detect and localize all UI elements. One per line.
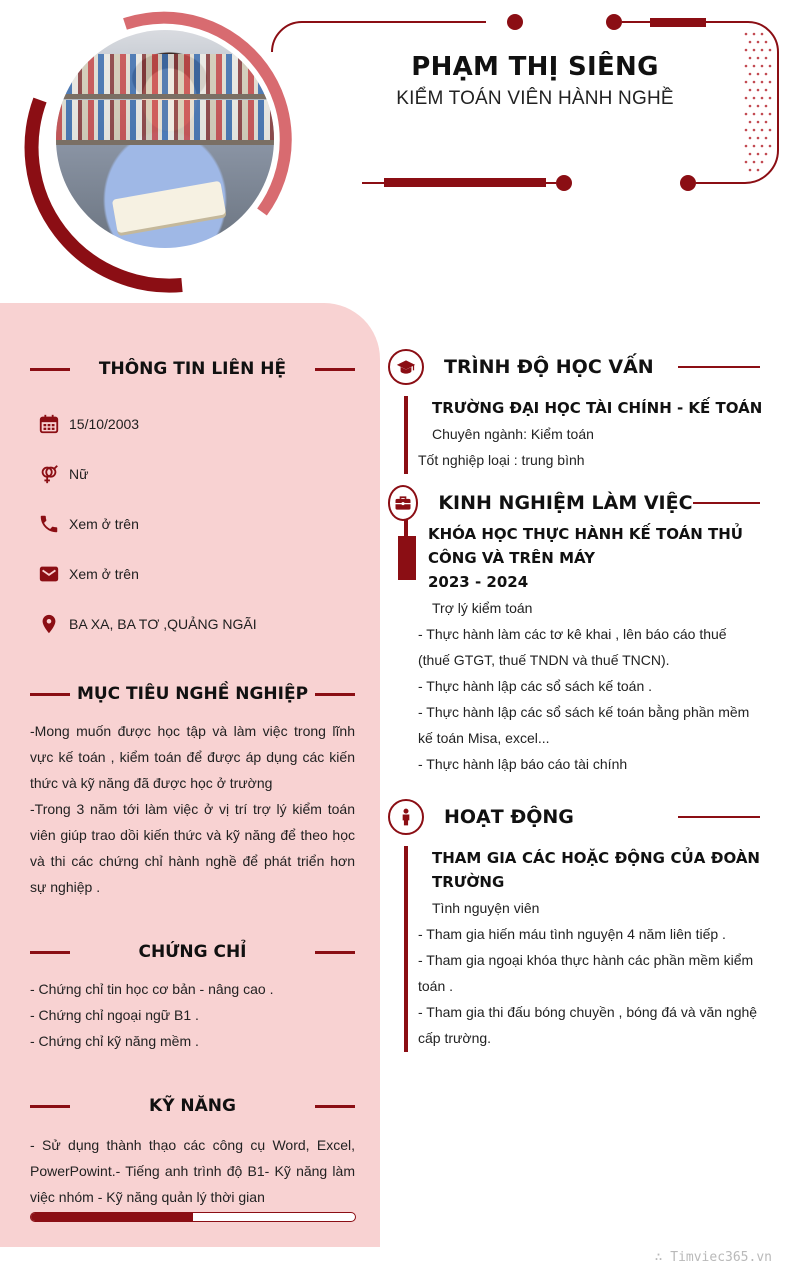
education-major: Chuyên ngành: Kiểm toán [432,426,594,442]
education-grade: Tốt nghiệp loại : trung bình [418,452,585,468]
experience-timeline-marker [398,536,416,580]
certificate-item: - Chứng chỉ tin học cơ bản - nâng cao . [30,981,274,997]
certificate-item: - Chứng chỉ ngoại ngữ B1 . [30,1007,199,1023]
gender-icon [38,463,60,485]
watermark: ∴ Timviec365.vn [654,1250,772,1265]
activities-section-title: HOẠT ĐỘNG [444,806,574,828]
activities-role: Tình nguyện viên [432,900,540,916]
experience-period: 2023 - 2024 [428,573,529,591]
briefcase-icon-circle [388,485,418,521]
certificates-section-header [30,937,355,967]
contact-section-title: THÔNG TIN LIÊN HỆ [98,359,287,379]
activities-details: - Tham gia hiến máu tình nguyện 4 năm liên tiếp . - Tham gia ngoại khóa thực hành các phần mềm kiểm toán . - Tham gia thi đấu bóng chuyền , bóng đá và văn nghệ cấp trường. [418,926,758,1046]
experience-company: KHÓA HỌC THỰC HÀNH KẾ TOÁN THỦ CÔNG VÀ TRÊN MÁY [428,525,743,567]
experience-details: - Thực hành làm các tơ kê khai , lên báo cáo thuế (thuế GTGT, thuế TNDN và thuế TNCN). - Thực hành lập các sổ sách kế toán . - Thực hành lập các sổ sách kế toán bằng phần mềm kế toán Misa, excel... - Thực hành lập báo cáo tài chính [418,626,750,772]
skills-section-title: KỸ NĂNG [149,1096,236,1116]
profile-photo [56,30,274,248]
education-section-header [388,348,760,386]
candidate-name: PHẠM THỊ SIÊNG [411,52,659,82]
phone-icon [38,513,60,535]
person-icon [396,807,416,827]
contact-gender [38,462,88,486]
contact-birthday [38,412,139,436]
gender-value: Nữ [69,466,89,482]
birthday-value: 15/10/2003 [69,416,140,432]
experience-section-header [388,484,760,522]
email-value: Xem ở trên [69,566,139,582]
calendar-icon [38,413,60,435]
phone-value: Xem ở trên [69,516,139,532]
objective-section-header [30,679,355,709]
header-title-block [360,52,710,110]
certificates-list [30,976,355,1054]
certificate-item: - Chứng chỉ kỹ năng mềm . [30,1033,199,1049]
skills-progress-fill [31,1213,193,1221]
briefcase-icon [393,493,413,513]
education-timeline-bar [404,396,408,474]
location-pin-icon [38,613,60,635]
education-school: TRƯỜNG ĐẠI HỌC TÀI CHÍNH - KẾ TOÁN [432,399,763,417]
objective-text: -Mong muốn được học tập và làm việc trong lĩnh vực kế toán , kiểm toán để được áp dụng các kiến thức và kỹ năng đã được học ở trường -Trong 3 năm tới làm việc ở vị trí trợ lý kiểm toán viên giúp trao dồi kiến thức và kỹ năng để theo học và thi các chứng chỉ hành nghề để phát triển hơn sự nghiệp . [30,723,355,895]
person-icon-circle [388,799,424,835]
certificates-section-title: CHỨNG CHỈ [138,942,247,962]
contact-address [38,612,257,636]
contact-phone [38,512,139,536]
activities-section-header [388,798,760,836]
contact-email [38,562,139,586]
contact-section-header [30,354,355,384]
experience-role: Trợ lý kiểm toán [432,600,533,616]
graduation-cap-icon [396,357,416,377]
activities-organization: THAM GIA CÁC HOẶC ĐỘNG CỦA ĐOÀN TRƯỜNG [432,849,760,891]
graduation-cap-icon-circle [388,349,424,385]
candidate-position: KIỂM TOÁN VIÊN HÀNH NGHỀ [396,88,674,109]
skills-text: - Sử dụng thành thạo các công cụ Word, Excel, PowerPowint.- Tiếng anh trình độ B1- Kỹ năng làm việc nhóm - Kỹ năng quản lý thời gian [30,1137,355,1205]
skills-progress-bar [30,1212,356,1222]
activities-timeline-bar [404,846,408,1052]
experience-section-title: KINH NGHIỆM LÀM VIỆC [438,492,693,514]
education-section-title: TRÌNH ĐỘ HỌC VẤN [444,356,654,378]
email-icon [38,563,60,585]
skills-section-header [30,1091,355,1121]
address-value: BA XA, BA TƠ ,QUẢNG NGÃI [69,616,257,632]
objective-section-title: MỤC TIÊU NGHỀ NGHIỆP [76,684,309,704]
